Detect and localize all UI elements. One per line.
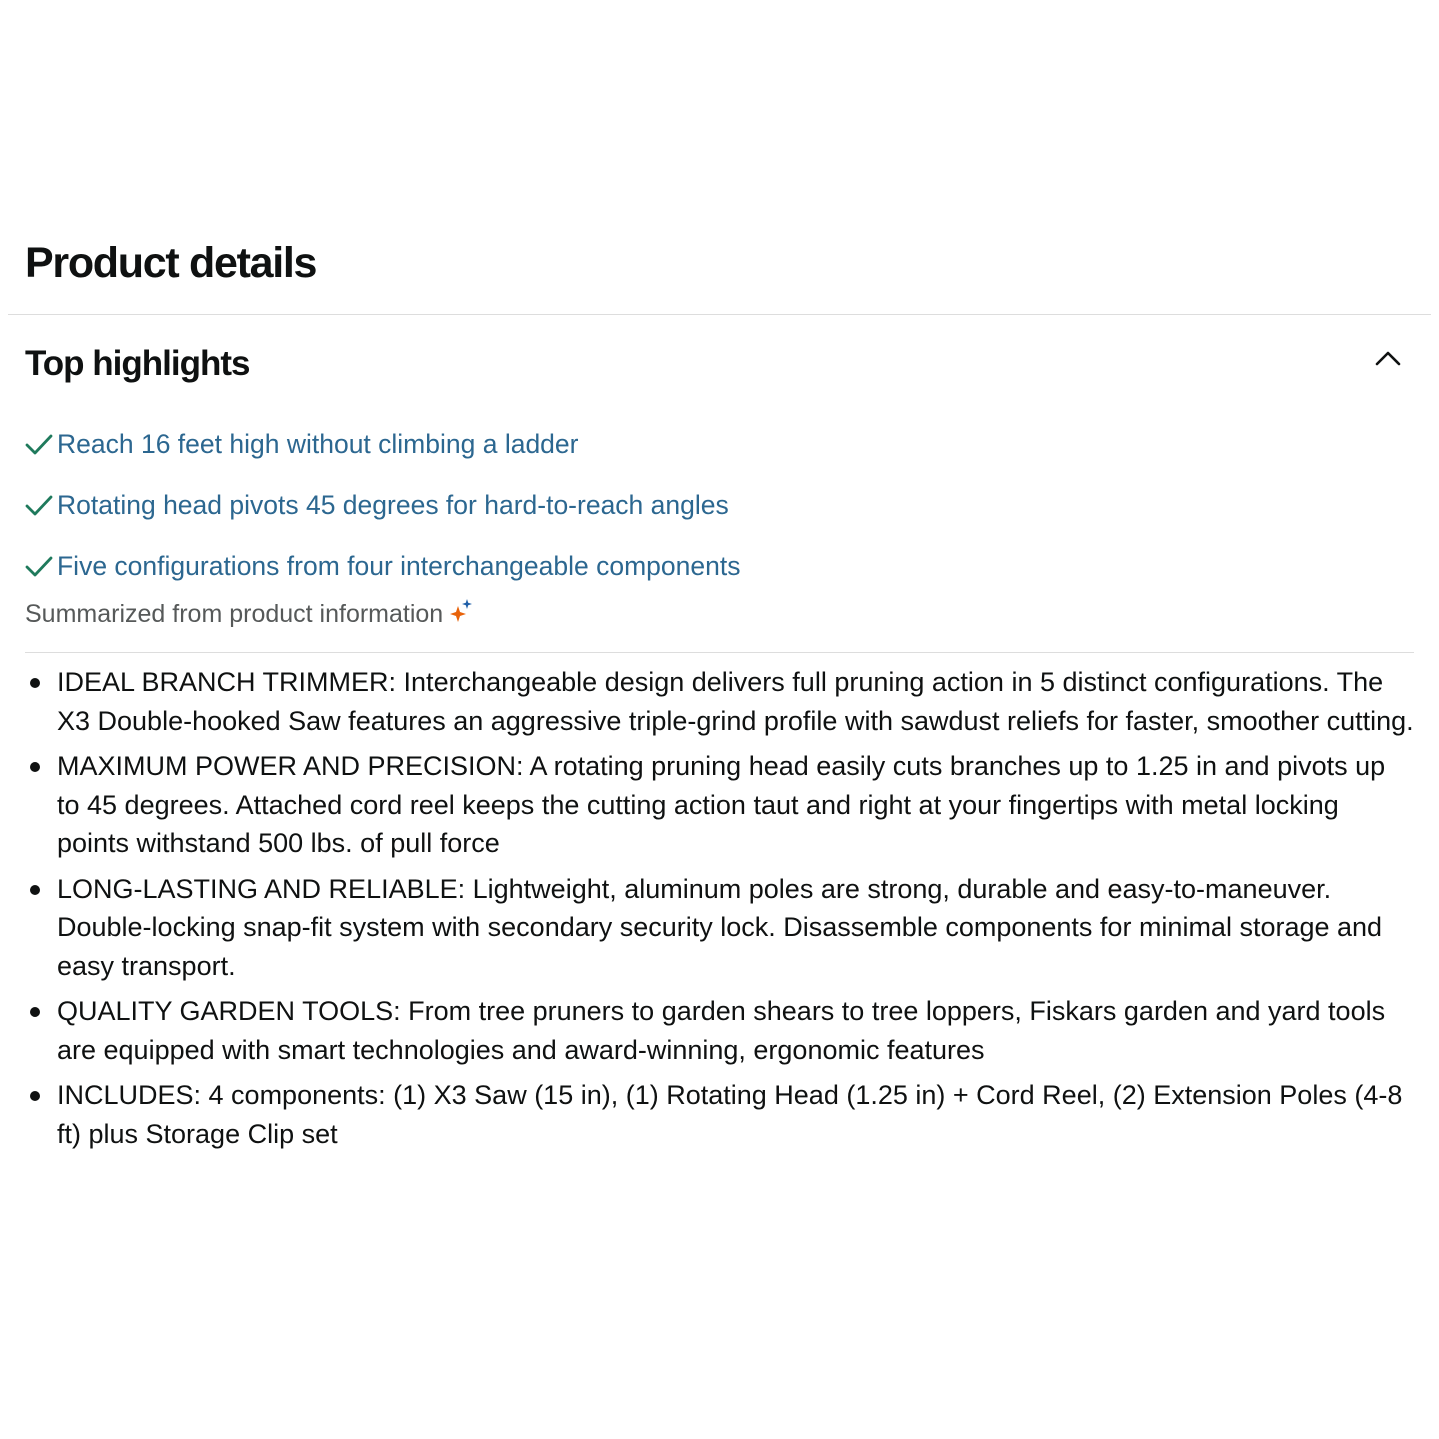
- highlight-item: [25, 535, 1414, 596]
- highlight-text: Five configurations from four interchangeable components: [57, 550, 741, 581]
- feature-text: QUALITY GARDEN TOOLS: From tree pruners to garden shears to tree loppers, Fiskars garden and yard tools are equipped with smart technologies and award-winning, ergonomic features: [57, 996, 1386, 1065]
- highlight-text: Reach 16 feet high without climbing a ladder: [57, 428, 579, 459]
- bullet-icon: [30, 762, 40, 772]
- feature-text: MAXIMUM POWER AND PRECISION: A rotating pruning head easily cuts branches up to 1.25 in and pivots up to 45 degrees. Attached cord reel keeps the cutting action taut and right at your fingertips with metal locking points withstand 500 lbs. of pull force: [57, 751, 1386, 858]
- bullet-icon: [30, 1007, 40, 1017]
- feature-item: [25, 992, 1414, 1069]
- page-title: Product details: [25, 239, 317, 287]
- feature-list: [25, 663, 1414, 1153]
- chevron-up-icon: [1373, 343, 1403, 373]
- feature-text: LONG-LASTING AND RELIABLE: Lightweight, aluminum poles are strong, durable and easy-to-maneuver. Double-locking snap-fit system with secondary security lock. Disassemble components for minimal storage and easy transport.: [57, 873, 1383, 981]
- section-title: Top highlights: [25, 344, 250, 383]
- feature-item: [25, 870, 1414, 986]
- ai-sparkle-icon: [448, 598, 474, 624]
- highlight-text: Rotating head pivots 45 degrees for hard-to-reach angles: [57, 489, 729, 520]
- highlights-list: [25, 413, 1414, 596]
- summary-text: Summarized from product information: [25, 600, 444, 628]
- summary-note: [25, 594, 1414, 634]
- checkmark-icon: [25, 430, 53, 458]
- bullet-icon: [30, 885, 40, 895]
- title-divider: [8, 314, 1431, 315]
- checkmark-icon: [25, 552, 53, 580]
- list-divider: [25, 652, 1414, 653]
- collapse-button[interactable]: [1370, 340, 1406, 376]
- checkmark-icon: [25, 491, 53, 519]
- feature-text: INCLUDES: 4 components: (1) X3 Saw (15 in), (1) Rotating Head (1.25 in) + Cord Reel, (2) Extension Poles (4-8 ft) plus Storage Clip set: [57, 1080, 1403, 1149]
- bullet-icon: [30, 678, 40, 688]
- top-highlights-header[interactable]: [25, 340, 1414, 390]
- feature-item: [25, 1076, 1414, 1153]
- highlight-item: [25, 413, 1414, 474]
- feature-text: IDEAL BRANCH TRIMMER: Interchangeable design delivers full pruning action in 5 distinct configurations. The X3 Double-hooked Saw features an aggressive triple-grind profile with sawdust reliefs for faster, smoother cutting.: [57, 667, 1414, 736]
- highlight-item: [25, 474, 1414, 535]
- top-highlights-section: [25, 340, 1414, 1160]
- feature-item: [25, 663, 1414, 740]
- feature-item: [25, 747, 1414, 863]
- bullet-icon: [30, 1091, 40, 1101]
